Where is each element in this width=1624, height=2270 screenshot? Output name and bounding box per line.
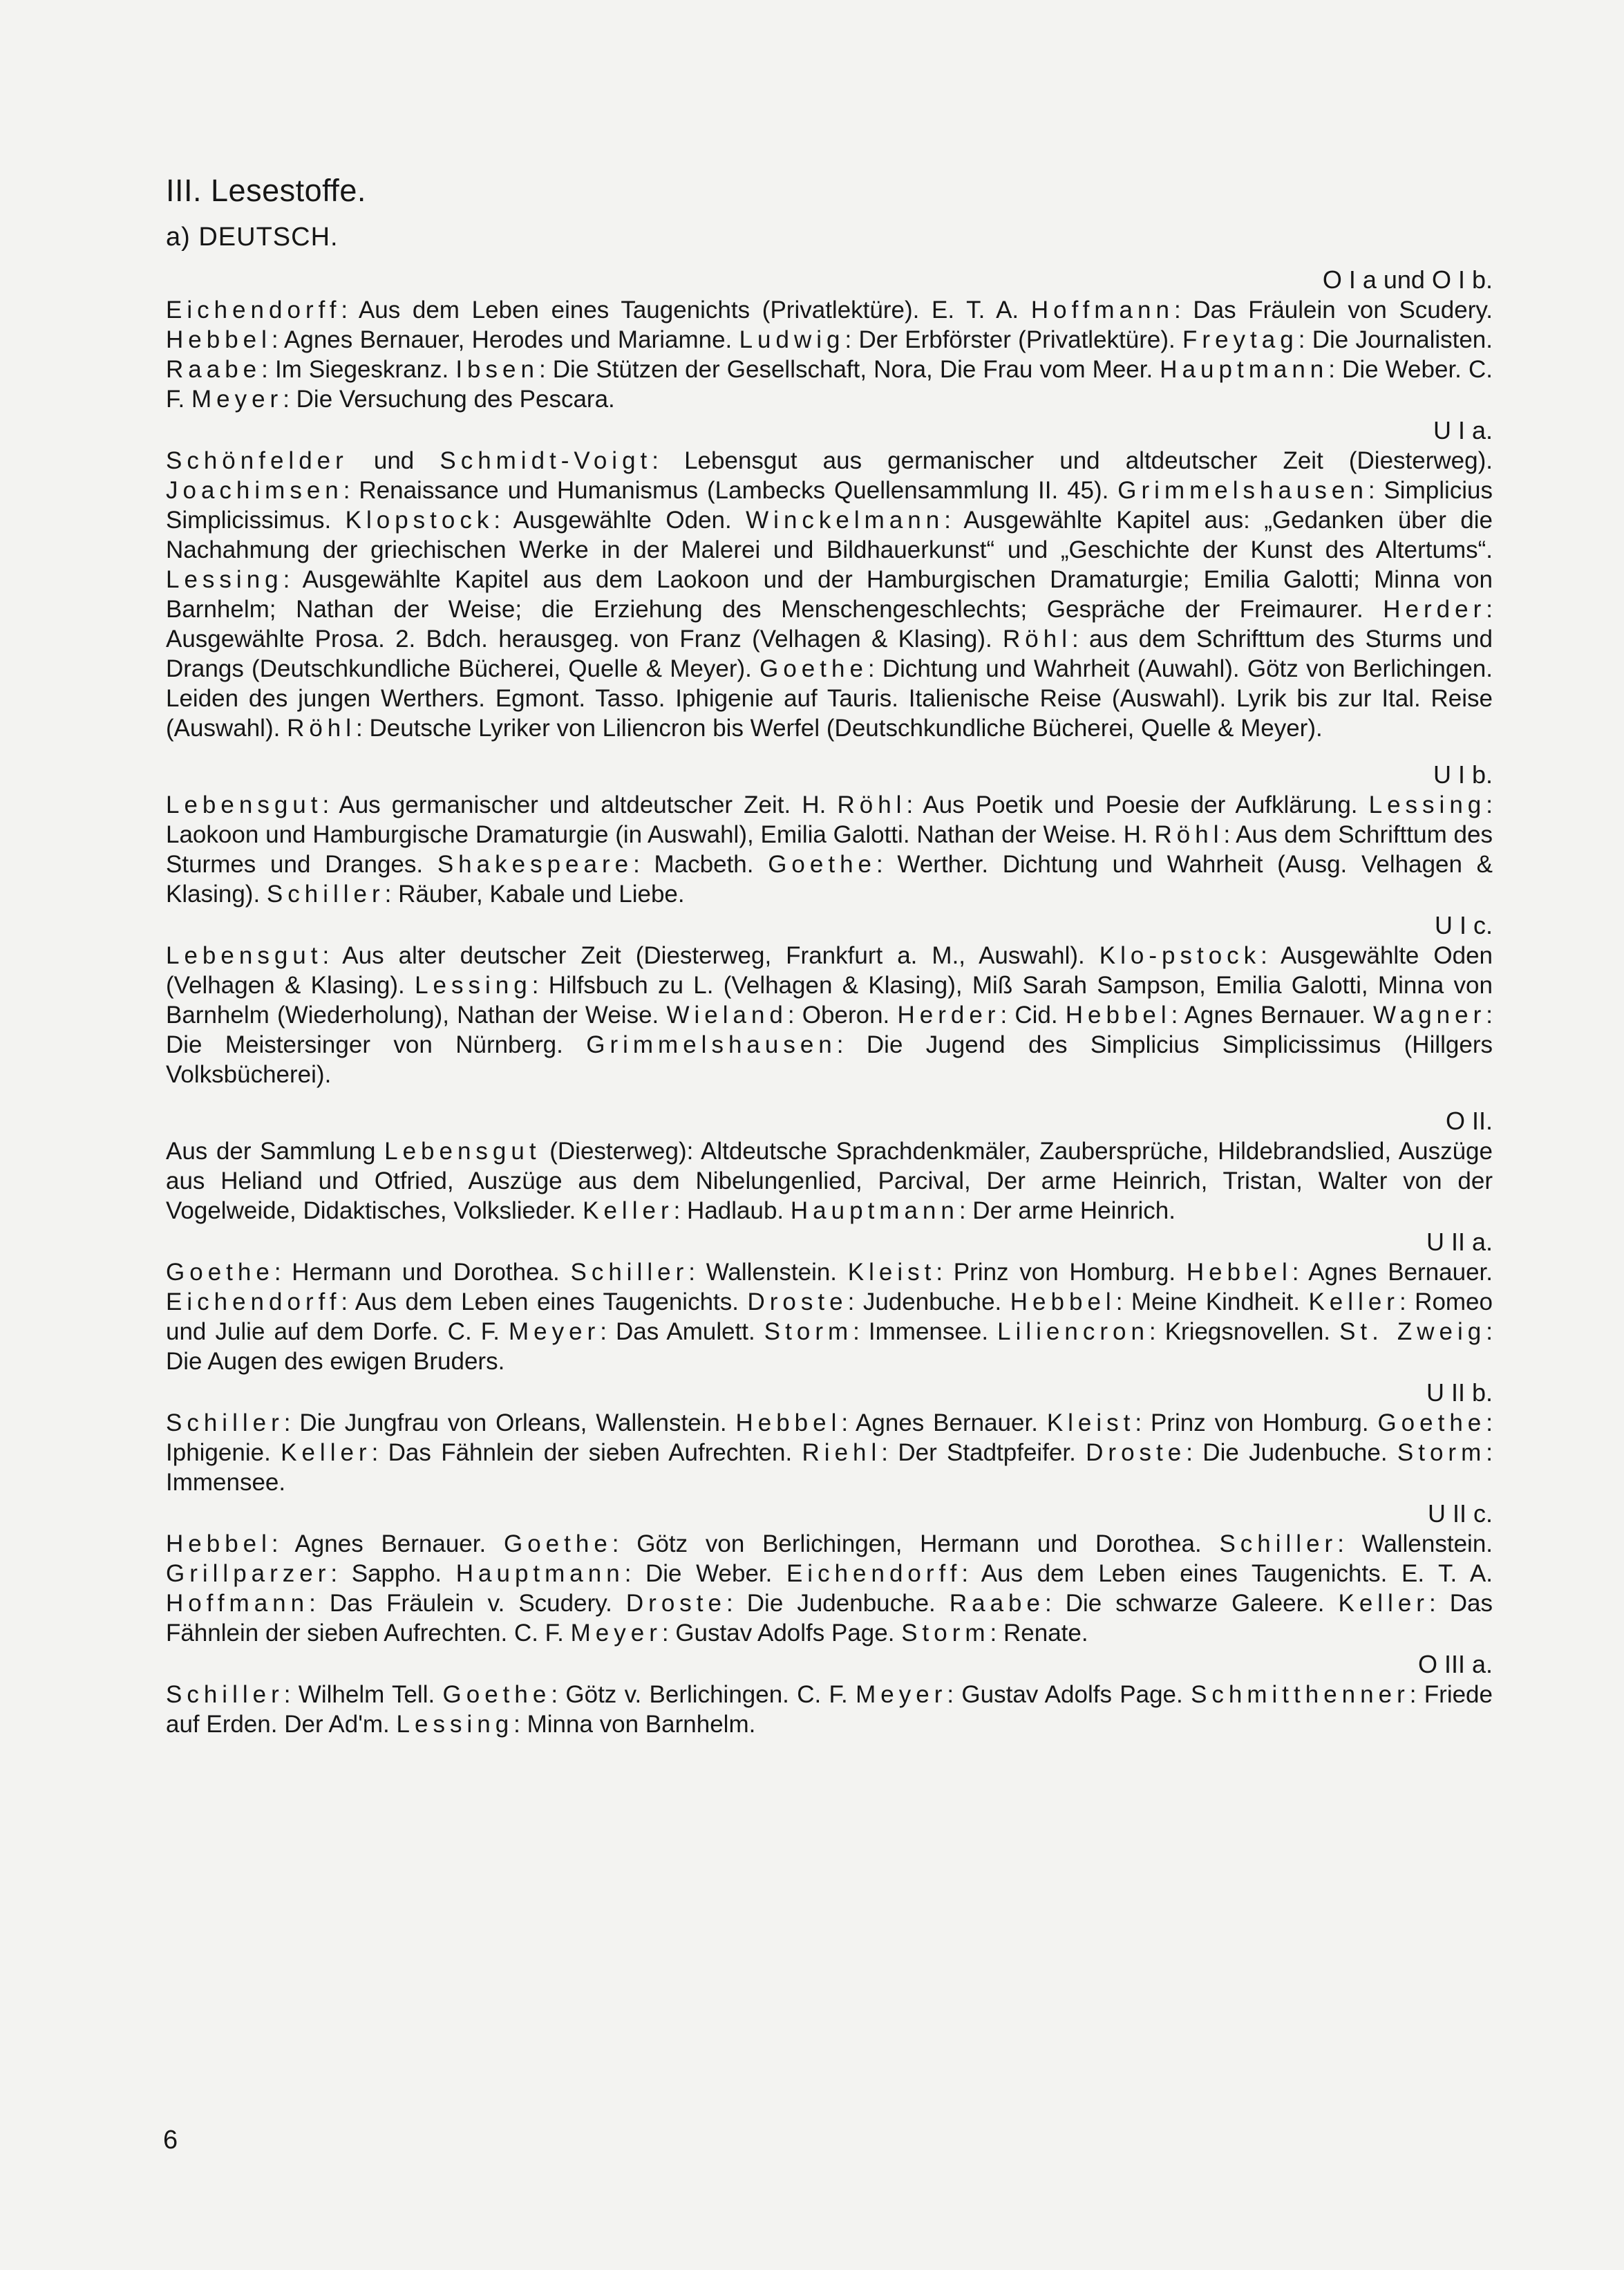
author-name: Schiller <box>266 881 385 908</box>
text-run: : Götz von Berlichingen, Hermann und Dorothea. <box>612 1530 1220 1557</box>
class-label: O III a. <box>1417 1650 1493 1678</box>
author-name: Keller <box>1308 1288 1399 1315</box>
author-name: St. Zweig <box>1339 1318 1486 1345</box>
text-run: : Aus dem Leben eines Taugenichts. E. T. A. <box>961 1560 1493 1587</box>
author-name: Hebbel <box>1186 1259 1292 1286</box>
author-name: Schiller <box>166 1681 284 1708</box>
text-run: : Agnes Bernauer. <box>1292 1259 1493 1286</box>
class-block <box>166 1106 1493 1226</box>
section-title: III. Lesestoffe. <box>166 173 366 208</box>
author-name: Hebbel <box>166 326 272 353</box>
author-name: Droste <box>625 1590 726 1617</box>
text-run: : Der Stadtpfeifer. <box>881 1439 1086 1466</box>
text-run: : Die Judenbuche. <box>1186 1439 1397 1466</box>
author-name: Goethe <box>759 655 868 682</box>
class-label: U I a. <box>1433 416 1493 444</box>
text-run: : Gustav Adolfs Page. <box>947 1681 1191 1708</box>
author-name: Meyer <box>570 1620 662 1647</box>
author-name: Freytag <box>1182 326 1299 353</box>
author-name: Röhl <box>1003 626 1072 653</box>
author-name: Eichendorff <box>786 1560 962 1587</box>
author-name: Goethe <box>442 1681 551 1708</box>
text-run: : Die Journalisten. <box>1298 326 1493 353</box>
reading-paragraph <box>166 1257 1493 1376</box>
author-name: Storm <box>901 1620 990 1647</box>
text-run: : Hermann und Dorothea. <box>274 1259 571 1286</box>
text-run: : aus dem Schrifttum des Sturms und Drangs (Deutschkundliche Bücherei, Quelle & Meyer). <box>166 626 1493 682</box>
text-run: : Im Siegeskranz. <box>261 356 456 383</box>
author-name: Röhl <box>287 715 357 742</box>
text-run: : Das Fähnlein der sieben Aufrechten. C. F. <box>166 1590 1493 1647</box>
class-block <box>166 415 1493 758</box>
text-run: : Kriegsnovellen. <box>1149 1318 1340 1345</box>
class-label: U I b. <box>1433 760 1493 789</box>
author-name: Goethe <box>503 1530 612 1557</box>
author-name: Röhl <box>1154 821 1224 848</box>
author-name: Meyer <box>508 1318 601 1345</box>
author-name: Lebensgut <box>166 791 323 818</box>
author-name: Wieland <box>666 1002 788 1029</box>
text-run: : Aus dem Leben eines Taugenichts (Privatlektüre). E. T. A. <box>341 297 1031 323</box>
author-name: Meyer <box>191 386 283 413</box>
text-run: : Macbeth. <box>633 851 768 878</box>
reading-paragraph <box>166 295 1493 414</box>
class-label: U II c. <box>1427 1499 1493 1528</box>
author-name: Eichendorff <box>166 297 341 323</box>
author-name: Hauptmann <box>790 1197 959 1224</box>
text-run: : Aus Poetik und Poesie der Aufklärung. <box>906 791 1369 818</box>
reading-paragraph <box>166 1529 1493 1648</box>
author-name: Raabe <box>166 356 262 383</box>
text-run: : Sappho. <box>330 1560 456 1587</box>
text-run: : Oberon. <box>787 1002 898 1029</box>
reading-paragraph <box>166 1136 1493 1226</box>
author-name: Shakespeare <box>437 851 634 878</box>
author-name: Ibsen <box>455 356 539 383</box>
author-name: Meyer <box>856 1681 947 1708</box>
class-block <box>166 1499 1493 1648</box>
author-name: Grimmelshausen <box>586 1031 837 1058</box>
text-run: : Die Jungfrau von Orleans, Wallenstein. <box>283 1409 736 1436</box>
text-run: : Wallenstein. <box>1337 1530 1493 1557</box>
text-run: : Aus germanischer und altdeutscher Zeit. H. <box>322 791 838 818</box>
author-name: Schönfelder <box>166 447 348 474</box>
author-name: Raabe <box>949 1590 1045 1617</box>
class-block <box>166 760 1493 909</box>
author-name: Goethe <box>1377 1409 1486 1436</box>
text-run: : Hilfsbuch zu L. (Velhagen & Klasing), Miß Sarah Sampson, Emilia Galotti, Minna von Barnhelm (Wiederholung), Nathan der Weise. <box>166 972 1493 1029</box>
text-run: : Ausgewählte Oden (Velhagen & Klasing). <box>166 942 1493 999</box>
author-name: Grillparzer <box>166 1560 331 1587</box>
text-run: : Cid. <box>1000 1002 1066 1029</box>
text-run: : Das Fräulein von Scudery. <box>1173 297 1493 323</box>
page-content <box>166 173 1493 1739</box>
author-name: Keller <box>281 1439 372 1466</box>
spacer <box>166 743 1493 758</box>
text-run: : Die Meistersinger von Nürnberg. <box>166 1002 1493 1058</box>
class-block <box>166 1649 1493 1739</box>
text-run: : Ausgewählte Kapitel aus: „Gedanken über die Nachahmung der griechischen Werke in der Malerei und Bildhauerkunst“ und „Geschichte der Kunst des Altertums“. <box>166 507 1493 563</box>
reading-paragraph <box>166 446 1493 743</box>
text-run: : Aus alter deutscher Zeit (Diesterweg, Frankfurt a. M., Auswahl). <box>322 942 1099 969</box>
text-run: : Der arme Heinrich. <box>959 1197 1175 1224</box>
class-block <box>166 265 1493 414</box>
reading-paragraph <box>166 1408 1493 1497</box>
text-run: : Aus dem Leben eines Taugenichts. <box>341 1288 748 1315</box>
text-run: : Ausgewählte Kapitel aus dem Laokoon und der Hamburgischen Dramaturgie; Emilia Galotti; Minna von Barnhelm; Nathan der Weise; die Erziehung des Menschengeschlechts; Gespräche der Freimaurer. <box>166 566 1493 623</box>
class-label: O I a und O I b. <box>1322 265 1493 294</box>
text-run: Aus der Sammlung <box>166 1138 385 1165</box>
reading-paragraph <box>166 941 1493 1089</box>
class-label: U II a. <box>1426 1228 1493 1256</box>
text-run: : Romeo und Julie auf dem Dorfe. C. F. <box>166 1288 1493 1345</box>
text-run: : Wilhelm Tell. <box>283 1681 443 1708</box>
author-name: Schiller <box>166 1409 284 1436</box>
author-name: Herder <box>1383 596 1486 623</box>
author-name: Goethe <box>166 1259 274 1286</box>
text-run: : Iphigenie. <box>166 1409 1493 1466</box>
author-name: Winckelmann <box>746 507 945 534</box>
author-name: Lessing <box>415 972 532 999</box>
text-run: : Die Jugend des Simplicius Simplicissimus (Hillgers Volksbücherei). <box>166 1031 1493 1088</box>
text-run: (Diesterweg): Altdeutsche Sprachdenkmäler, Zaubersprüche, Hildebrandslied, Auszüge aus Heliand und Otfried, Auszüge aus dem Nibelungenlied, Parcival, Der arme Heinrich, Tristan, Walter von der Vogelweide, Didaktisches, Volkslieder. <box>166 1138 1493 1224</box>
text-run: und <box>348 447 440 474</box>
author-name: Herder <box>897 1002 1001 1029</box>
reading-paragraph <box>166 790 1493 909</box>
author-name: Schmitthenner <box>1191 1681 1410 1708</box>
author-name: Schiller <box>570 1259 689 1286</box>
text-run: : Renate. <box>990 1620 1088 1647</box>
text-run: : Immensee. <box>166 1439 1493 1496</box>
spacer <box>166 1089 1493 1105</box>
text-run: : Minna von Barnhelm. <box>513 1711 756 1738</box>
text-run: : Götz v. Berlichingen. C. F. <box>551 1681 856 1708</box>
text-run: : Die Judenbuche. <box>726 1590 950 1617</box>
class-label: U II b. <box>1426 1378 1493 1407</box>
text-run: : Agnes Bernauer. <box>1171 1002 1374 1029</box>
text-run: : Das Fähnlein der sieben Aufrechten. <box>371 1439 802 1466</box>
class-block <box>166 1378 1493 1497</box>
author-name: Lessing <box>1368 791 1486 818</box>
author-name: Storm <box>764 1318 853 1345</box>
author-name: Lessing <box>166 566 283 593</box>
text-run: : Die schwarze Galeere. <box>1044 1590 1339 1617</box>
author-name: Storm <box>1397 1439 1486 1466</box>
author-name: Klopstock <box>345 507 494 534</box>
text-run: : Agnes Bernauer, Herodes und Mariamne. <box>271 326 739 353</box>
class-label: O II. <box>1445 1107 1493 1135</box>
text-run: : Lebensgut aus germanischer und altdeutscher Zeit (Diesterweg). <box>652 447 1493 474</box>
text-run: : Der Erbförster (Privatlektüre). <box>844 326 1183 353</box>
text-run: : Ausgewählte Oden. <box>493 507 746 534</box>
author-name: Keller <box>583 1197 674 1224</box>
text-run: : Das Amulett. <box>600 1318 764 1345</box>
author-name: Hauptmann <box>455 1560 625 1587</box>
text-run: : Agnes Bernauer. <box>271 1530 504 1557</box>
text-run: : Die Versuchung des Pescara. <box>283 386 615 413</box>
class-block <box>166 910 1493 1105</box>
text-run: : Wallenstein. <box>688 1259 848 1286</box>
author-name: Eichendorff <box>166 1288 341 1315</box>
author-name: Schmidt-Voigt <box>440 447 652 474</box>
text-run: : Prinz von Homburg. <box>1135 1409 1378 1436</box>
class-label: U I c. <box>1434 911 1493 939</box>
author-name: Hebbel <box>1065 1002 1171 1029</box>
author-name: Keller <box>1338 1590 1429 1617</box>
text-run: : Prinz von Homburg. <box>936 1259 1187 1286</box>
text-run: : Ausgewählte Prosa. 2. Bdch. herausgeg. von Franz (Velhagen & Klasing). <box>166 596 1493 653</box>
text-run: : Agnes Bernauer. <box>841 1409 1047 1436</box>
text-run: : Werther. Dichtung und Wahrheit (Ausg. Velhagen & Klasing). <box>166 851 1493 908</box>
text-run: : Aus dem Schrifttum des Sturmes und Dranges. <box>166 821 1493 878</box>
reading-list <box>166 265 1493 1739</box>
text-run: : Dichtung und Wahrheit (Auwahl). Götz von Berlichingen. Leiden des jungen Werthers. Egmont. Tasso. Iphigenie auf Tauris. Italienische Reise (Auswahl). Lyrik bis zur Ital. Reise (Auswahl). <box>166 655 1493 742</box>
text-run: : Simplicius Simplicissimus. <box>166 477 1493 534</box>
author-name: Hebbel <box>166 1530 272 1557</box>
author-name: Joachimsen <box>166 477 343 504</box>
author-name: Riehl <box>802 1439 882 1466</box>
author-name: Lebensgut <box>166 942 323 969</box>
author-name: Wagner <box>1373 1002 1486 1029</box>
text-run: : Die Stützen der Gesellschaft, Nora, Die Frau vom Meer. <box>538 356 1160 383</box>
author-name: Hebbel <box>1010 1288 1116 1315</box>
text-run: : Die Weber. <box>624 1560 786 1587</box>
text-run: : Laokoon und Hamburgische Dramaturgie (in Auswahl), Emilia Galotti. Nathan der Weise. H. <box>166 791 1493 848</box>
author-name: Klo-pstock <box>1099 942 1261 969</box>
author-name: Kleist <box>1046 1409 1135 1436</box>
author-name: Hoffmann <box>1030 297 1174 323</box>
page-number: 6 <box>163 2126 178 2155</box>
text-run: : Deutsche Lyriker von Liliencron bis Werfel (Deutschkundliche Bücherei, Quelle & Meyer). <box>356 715 1323 742</box>
author-name: Hauptmann <box>1160 356 1329 383</box>
author-name: Droste <box>747 1288 848 1315</box>
subsection-title: a) DEUTSCH. <box>166 223 339 252</box>
author-name: Lebensgut <box>384 1138 541 1165</box>
author-name: Kleist <box>847 1259 936 1286</box>
text-run: : Gustav Adolfs Page. <box>661 1620 902 1647</box>
text-run: : Immensee. <box>853 1318 998 1345</box>
text-run: : Judenbuche. <box>847 1288 1010 1315</box>
author-name: Droste <box>1086 1439 1187 1466</box>
author-name: Hoffmann <box>166 1590 310 1617</box>
author-name: Röhl <box>837 791 907 818</box>
author-name: Liliencron <box>997 1318 1149 1345</box>
author-name: Schiller <box>1219 1530 1338 1557</box>
text-run: : Die Augen des ewigen Bruders. <box>166 1318 1493 1375</box>
author-name: Grimmelshausen <box>1117 477 1368 504</box>
text-run: : Hadlaub. <box>673 1197 791 1224</box>
class-block <box>166 1227 1493 1376</box>
reading-paragraph <box>166 1680 1493 1739</box>
text-run: : Räuber, Kabale und Liebe. <box>384 881 685 908</box>
text-run: : Das Fräulein v. Scudery. <box>309 1590 626 1617</box>
author-name: Hebbel <box>735 1409 842 1436</box>
author-name: Goethe <box>768 851 876 878</box>
text-run: : Renaissance und Humanismus (Lambecks Quellensammlung II. 45). <box>343 477 1118 504</box>
text-run: : Meine Kindheit. <box>1115 1288 1309 1315</box>
text-run: : Friede auf Erden. Der Ad'm. <box>166 1681 1493 1738</box>
author-name: Lessing <box>396 1711 514 1738</box>
author-name: Ludwig <box>739 326 845 353</box>
text-run: : Die Weber. C. F. <box>166 356 1493 413</box>
